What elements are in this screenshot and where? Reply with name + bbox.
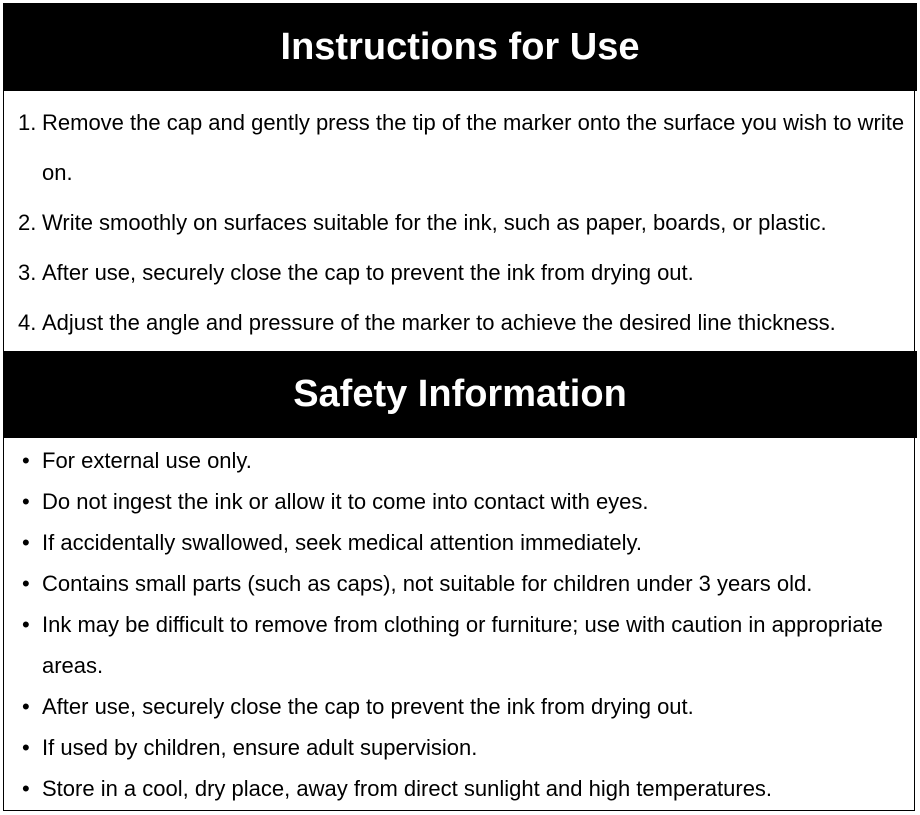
- safety-title: Safety Information: [293, 373, 627, 415]
- instruction-item: [18, 98, 914, 198]
- safety-item: [22, 440, 912, 481]
- bullet-icon: •: [22, 612, 30, 637]
- safety-text: Do not ingest the ink or allow it to come into contact with eyes.: [42, 489, 649, 514]
- safety-item: [22, 686, 912, 727]
- instruction-number: 4.: [18, 310, 37, 335]
- instructions-list: [18, 98, 914, 348]
- instruction-item: [18, 298, 914, 348]
- safety-header: [3, 351, 917, 438]
- instructions-header: [3, 3, 917, 91]
- instruction-text: Adjust the angle and pressure of the marker to achieve the desired line thickness.: [42, 310, 836, 335]
- safety-text: If accidentally swallowed, seek medical attention immediately.: [42, 530, 642, 555]
- instruction-text: Remove the cap and gently press the tip of the marker onto the surface you wish to write on.: [42, 110, 905, 185]
- safety-list: [22, 440, 912, 809]
- bullet-icon: •: [22, 694, 30, 719]
- safety-item: [22, 768, 912, 809]
- instruction-item: [18, 248, 914, 298]
- safety-item: [22, 481, 912, 522]
- bullet-icon: •: [22, 571, 30, 596]
- safety-text: Contains small parts (such as caps), not suitable for children under 3 years old.: [42, 571, 813, 596]
- safety-text: Ink may be difficult to remove from clothing or furniture; use with caution in appropriate areas.: [42, 612, 883, 678]
- bullet-icon: •: [22, 776, 30, 801]
- instruction-item: [18, 198, 914, 248]
- safety-item: [22, 563, 912, 604]
- safety-item: [22, 522, 912, 563]
- safety-item: [22, 727, 912, 768]
- bullet-icon: •: [22, 530, 30, 555]
- instruction-number: 3.: [18, 260, 37, 285]
- safety-text: For external use only.: [42, 448, 252, 473]
- instruction-number: 2.: [18, 210, 37, 235]
- bullet-icon: •: [22, 735, 30, 760]
- safety-text: If used by children, ensure adult supervision.: [42, 735, 478, 760]
- bullet-icon: •: [22, 489, 30, 514]
- safety-text: Store in a cool, dry place, away from direct sunlight and high temperatures.: [42, 776, 773, 801]
- instruction-number: 1.: [18, 110, 37, 135]
- instruction-text: After use, securely close the cap to prevent the ink from drying out.: [42, 260, 694, 285]
- bullet-icon: •: [22, 448, 30, 473]
- instruction-text: Write smoothly on surfaces suitable for the ink, such as paper, boards, or plastic.: [42, 210, 827, 235]
- instructions-title: Instructions for Use: [280, 25, 640, 68]
- safety-text: After use, securely close the cap to prevent the ink from drying out.: [42, 694, 694, 719]
- safety-item: [22, 604, 912, 686]
